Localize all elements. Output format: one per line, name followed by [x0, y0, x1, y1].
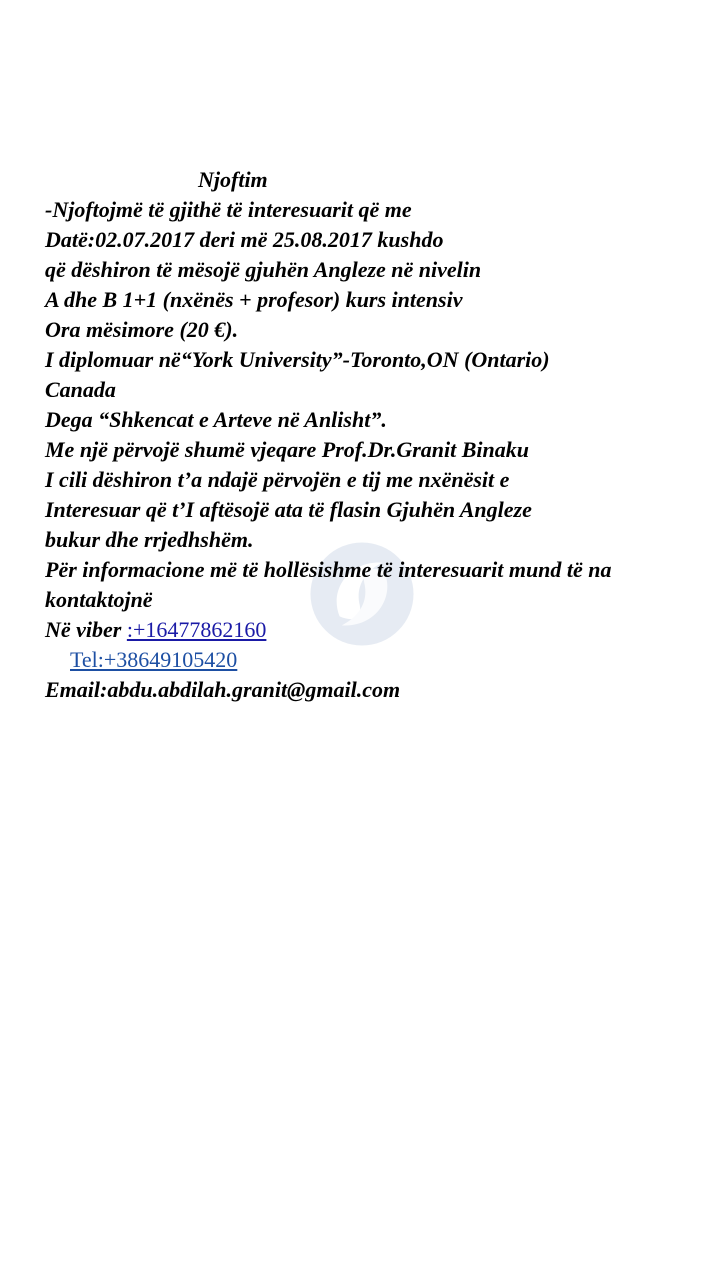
notice-line: Canada	[45, 377, 116, 402]
notice-line: Ora mësimore (20 €).	[45, 317, 239, 342]
notice-line: kontaktojnë	[45, 587, 153, 612]
tel-phone-link[interactable]: Tel:+38649105420	[70, 647, 238, 672]
notice-line: bukur dhe rrjedhshëm.	[45, 527, 254, 552]
viber-phone-link[interactable]: :+16477862160	[126, 617, 267, 642]
notice-title: Njoftim	[198, 167, 268, 192]
notice-line: Interesuar që t’I aftësojë ata të flasin Gjuhën Angleze	[45, 497, 532, 522]
notice-line: Datë:02.07.2017 deri më 25.08.2017 kushdo	[45, 227, 444, 252]
notice-line: I cili dëshiron t’a ndajë përvojën e tij me nxënësit e	[45, 467, 510, 492]
viber-label: Në viber	[45, 617, 127, 642]
notice-line: A dhe B 1+1 (nxënës + profesor) kurs intensiv	[45, 287, 463, 312]
notice-line: I diplomuar në“York University”-Toronto,ON (Ontario)	[45, 347, 550, 372]
notice-line: -Njoftojmë të gjithë të interesuarit që me	[45, 197, 412, 222]
notice-line: Për informacione më të hollësishme të interesuarit mund të na	[45, 557, 612, 582]
email-line: Email:abdu.abdilah.granit@gmail.com	[45, 677, 401, 702]
notice-line: Me një përvojë shumë vjeqare Prof.Dr.Granit Binaku	[45, 437, 530, 462]
notice-line: Dega “Shkencat e Arteve në Anlisht”.	[45, 407, 387, 432]
notice-line: që dëshiron të mësojë gjuhën Angleze në nivelin	[45, 257, 482, 282]
viber-row	[45, 615, 266, 644]
tel-row	[70, 645, 237, 674]
